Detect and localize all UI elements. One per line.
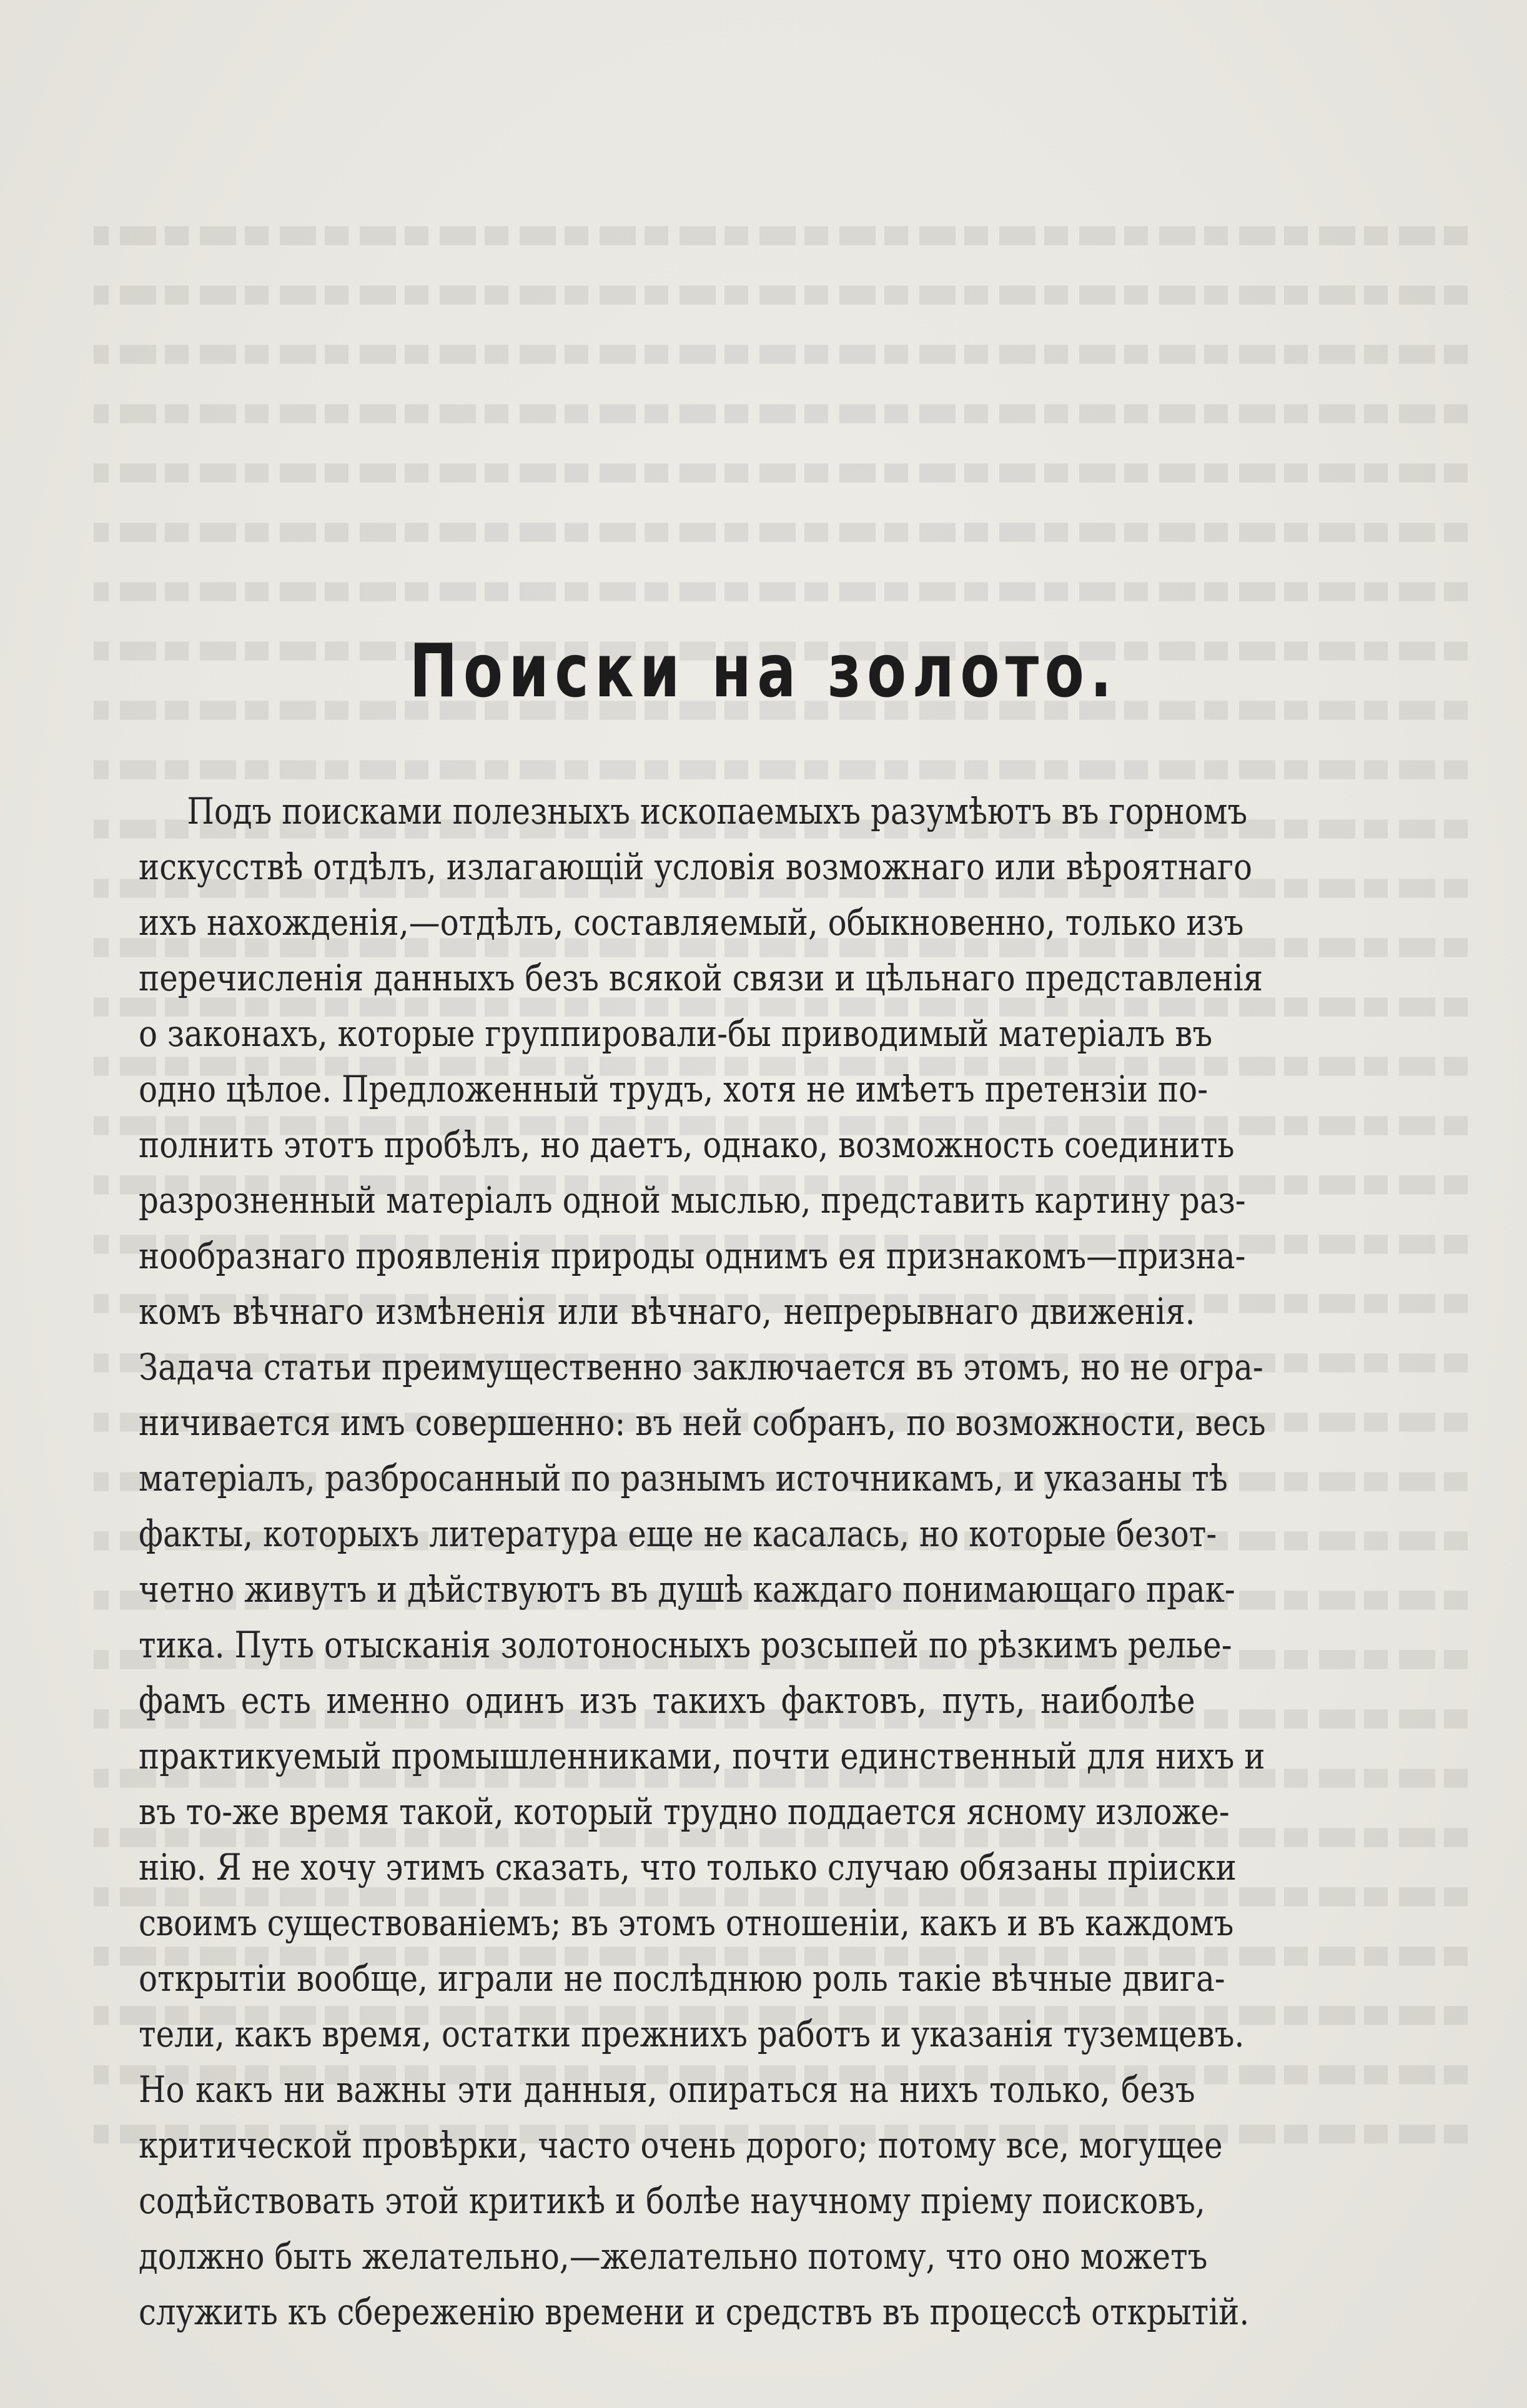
text-line: тели, какъ время, остатки прежнихъ работъ и указанія туземцевъ. bbox=[139, 2013, 1245, 2055]
text-line: ничивается имъ совершенно: въ ней собранъ, по возможности, весь bbox=[139, 1401, 1266, 1444]
text-line: Но какъ ни важны эти данныя, опираться на нихъ только, безъ bbox=[139, 2068, 1195, 2111]
text-line: комъ вѣчнаго измѣненія или вѣчнаго, непрерывнаго движенія. bbox=[139, 1290, 1195, 1333]
text-line: полнить этотъ пробѣлъ, но даетъ, однако, возможность соединить bbox=[139, 1123, 1235, 1166]
text-line: нію. Я не хочу этимъ сказать, что только случаю обязаны пріиски bbox=[139, 1846, 1237, 1888]
text-line: содѣйствовать этой критикѣ и болѣе научному пріему поисковъ, bbox=[139, 2179, 1205, 2222]
text-line: должно быть желательно,—желательно потому, что оно можетъ bbox=[139, 2235, 1208, 2277]
text-line: факты, которыхъ литература еще не касалась, но которые безот- bbox=[139, 1512, 1217, 1555]
text-line: матеріалъ, разбросанный по разнымъ источникамъ, и указаны тѣ bbox=[139, 1457, 1228, 1499]
text-line: тика. Путь отысканія золотоносныхъ розсыпей по рѣзкимъ релье- bbox=[139, 1624, 1232, 1666]
text-line: практикуемый промышленниками, почти единственный для нихъ и bbox=[139, 1735, 1265, 1777]
text-line: въ то-же время такой, который трудно поддается ясному изложе- bbox=[139, 1790, 1230, 1833]
page-title: Поиски на золото. bbox=[409, 628, 1118, 714]
text-line: искусствѣ отдѣлъ, излагающій условія возможнаго или вѣроятнаго bbox=[139, 846, 1253, 888]
text-line: Задача статьи преимущественно заключается въ этомъ, но не огра- bbox=[139, 1346, 1263, 1388]
text-line: разрозненный матеріалъ одной мыслью, представить картину раз- bbox=[139, 1179, 1246, 1221]
text-line: ихъ нахожденія,—отдѣлъ, составляемый, обыкновенно, только изъ bbox=[139, 901, 1244, 944]
text-line: четно живутъ и дѣйствуютъ въ душѣ каждаго понимающаго прак- bbox=[139, 1568, 1235, 1611]
text-line: Подъ поисками полезныхъ ископаемыхъ разумѣютъ въ горномъ bbox=[187, 790, 1248, 832]
body-paragraph bbox=[139, 784, 1266, 2340]
text-line: фамъ есть именно одинъ изъ такихъ фактовъ, путь, наиболѣе bbox=[139, 1679, 1195, 1722]
text-line: нообразнаго проявленія природы однимъ ея признакомъ—призна- bbox=[139, 1235, 1246, 1277]
text-line: своимъ существованіемъ; въ этомъ отношеніи, какъ и въ каждомъ bbox=[139, 1902, 1234, 1944]
text-line: перечисленія данныхъ безъ всякой связи и цѣльнаго представленія bbox=[139, 957, 1263, 999]
text-line: служить къ сбереженію времени и средствъ въ процессѣ открытій. bbox=[139, 2291, 1250, 2333]
text-line: открытіи вообще, играли не послѣднюю роль такіе вѣчные двига- bbox=[139, 1957, 1225, 2000]
text-line: одно цѣлое. Предложенный трудъ, хотя не имѣетъ претензіи по- bbox=[139, 1068, 1208, 1110]
text-line: критической провѣрки, часто очень дорого; потому все, могущее bbox=[139, 2124, 1223, 2166]
text-line: о законахъ, которые группировали-бы приводимый матеріалъ въ bbox=[139, 1012, 1213, 1055]
